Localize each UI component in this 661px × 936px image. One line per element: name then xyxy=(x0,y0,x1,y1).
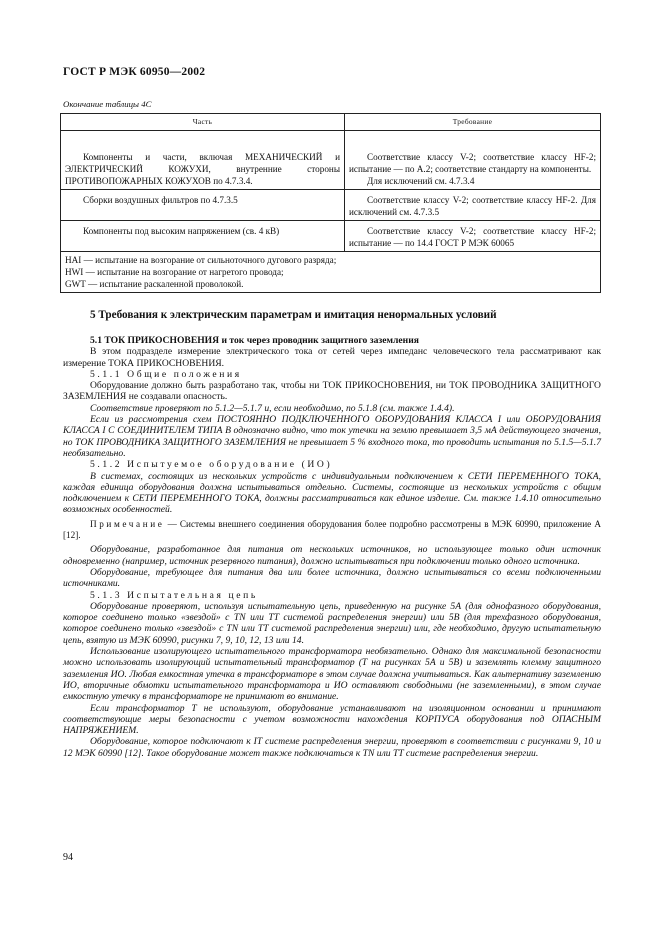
paragraph: Оборудование должно быть разработано так, чтобы ни ТОК ПРИКОСНОВЕНИЯ, ни ТОК ПРОВОДНИКА ЗАЩИТНОГО ЗАЗЕМЛЕНИЯ не создавали опасность. xyxy=(63,380,601,403)
paragraph: Использование изолирующего испытательного трансформатора необязательно. Однако для максимальной безопасности можно использовать изолирующий испытательный трансформатор (Т на рисунках 5А и 5В) и заземлять клемму защитного заземления ИО. Любая емкостная утечка в трансформаторе в этом случае должна учитываться. Как альтернативу заземлению ИО, вторичные обмотки испытательного трансформатора и ИО оставляют свободными (не заземленными), в этом случае емкостную утечку в трансформаторе не принимают во внимание. xyxy=(63,646,601,703)
table-cell-requirement: Соответствие классу V-2; соответствие классу HF-2; испытание — по А.2; соответствие стандарту на компоненты. xyxy=(349,152,596,174)
heading-5-1-1: 5.1.1 Общие положения xyxy=(90,368,242,380)
table-row xyxy=(61,221,601,252)
heading-5-1-2: 5.1.2 Испытуемое оборудование (ИО) xyxy=(90,459,333,471)
table-row xyxy=(61,131,601,190)
note-text: — Системы внешнего соединения оборудования более подробно рассмотрены в МЭК 60990, приложение А [12]. xyxy=(63,518,601,541)
footnote-gwt: GWT — испытание раскаленной проволокой. xyxy=(65,279,244,289)
table-cell-part: Компоненты под высоким напряжением (св. 4 кВ) xyxy=(83,226,280,236)
paragraph: Если трансформатор Т не используют, оборудование устанавливают на изоляционном основании и принимают соответствующие меры безопасности с учетом возможности нахождения КОРПУСА оборудования под ОПАСНЫМ НАПРЯЖЕНИЕМ. xyxy=(63,702,601,737)
note xyxy=(63,519,601,542)
table-cell-part: Компоненты и части, включая МЕХАНИЧЕСКИЙ и ЭЛЕКТРИЧЕСКИЙ КОЖУХИ, внутренние стороны ПРОТИВОПОЖАРНЫХ КОЖУХОВ по 4.7.3.4. xyxy=(65,152,340,186)
table-cell-requirement: Соответствие классу V-2; соответствие классу HF-2; испытание — по 14.4 ГОСТ Р МЭК 60065 xyxy=(349,226,596,248)
paragraph: Соответствие проверяют по 5.1.2—5.1.7 и, если необходимо, по 5.1.8 (см. также 1.4.4). xyxy=(90,402,455,414)
paragraph: Оборудование проверяют, используя испытательную цепь, приведенную на рисунке 5А (для однофазного оборудования, которое соединено только «звездой» с TN или TT системой распределения энергии) или 5В (для трехфазного оборудования, которое соединено только «звездой» с TN или TT системой распределения энергии) или, где необходимо, другую испытательную цепь, взятую из МЭК 60990, рисунки 7, 9, 10, 12, 13 или 14. xyxy=(63,600,601,646)
table-header-row xyxy=(61,114,601,131)
paragraph: Оборудование, которое подключают к IT системе распределения энергии, проверяют в соответствии с рисунками 9, 10 и 12 МЭК 60990 [12]. Такое оборудование может также подключаться к TN или TT системе распределения энергии. xyxy=(63,736,601,759)
table-cell-part: Сборки воздушных фильтров по 4.7.3.5 xyxy=(83,195,238,205)
table-cell-requirement-extra: Для исключений см. 4.7.3.4 xyxy=(367,176,475,186)
table-4c xyxy=(60,113,601,293)
footnote-hai: HAI — испытание на возгорание от сильноточного дугового разряда; xyxy=(65,255,337,265)
paragraph: Оборудование, разработанное для питания от нескольких источников, но использующее только один источник одновременно (например, источник резервного питания), должно испытываться при подключении только одного источника. xyxy=(63,544,601,567)
section-5-1-body xyxy=(63,335,601,759)
table-footnotes-row xyxy=(61,252,601,293)
paragraph: В системах, состоящих из нескольких устройств с индивидуальным подключением к СЕТИ ПЕРЕМЕННОГО ТОКА, каждая единица оборудования должна испытываться отдельно. Системы, состоящие из нескольких устройств с общим подключением к СЕТИ ПЕРЕМЕННОГО ТОКА, должны рассматриваться как единое изделие. См. также 1.4.10 относительно возможных особенностей. xyxy=(63,470,601,516)
table-cell-requirement: Соответствие классу V-2; соответствие классу HF-2. Для исключений см. 4.7.3.5 xyxy=(349,195,596,217)
note-label: Примечание xyxy=(90,518,165,529)
column-header-part: Часть xyxy=(61,114,345,131)
document-header: ГОСТ Р МЭК 60950—2002 xyxy=(63,66,206,78)
heading-5-1-3: 5.1.3 Испытательная цепь xyxy=(90,589,258,601)
page-number: 94 xyxy=(63,852,73,863)
paragraph: Если из рассмотрения схем ПОСТОЯННО ПОДКЛЮЧЕННОГО ОБОРУДОВАНИЯ КЛАССА I или ОБОРУДОВАНИЯ КЛАССА I С СОЕДИНИТЕЛЕМ ТИПА В однозначно видно, что ток утечки на землю превышает 3,5 мА действующего значения, но ТОК ПРОВОДНИКА ЗАЩИТНОГО ЗАЗЕМЛЕНИЯ не превышает 5 % входного тока, то проводить испытания по 5.1.5—5.1.7 необязательно. xyxy=(63,414,601,459)
paragraph: В этом подразделе измерение электрического тока от сетей через импеданс человеческого тела рассматривают как измерение ТОКА ПРИКОСНОВЕНИЯ. xyxy=(63,346,601,369)
column-header-requirement: Требование xyxy=(345,114,601,131)
heading-5-1: 5.1 ТОК ПРИКОСНОВЕНИЯ и ток через проводник защитного заземления xyxy=(90,335,419,346)
table-caption: Окончание таблицы 4С xyxy=(63,99,152,109)
paragraph: Оборудование, требующее для питания два или более источника, должно испытываться со всеми подключенными источниками. xyxy=(63,566,601,590)
table-row xyxy=(61,190,601,221)
section-5-title: 5 Требования к электрическим параметрам и имитация ненормальных условий xyxy=(90,309,497,321)
footnote-hwi: HWI — испытание на возгорание от нагретого провода; xyxy=(65,267,284,277)
